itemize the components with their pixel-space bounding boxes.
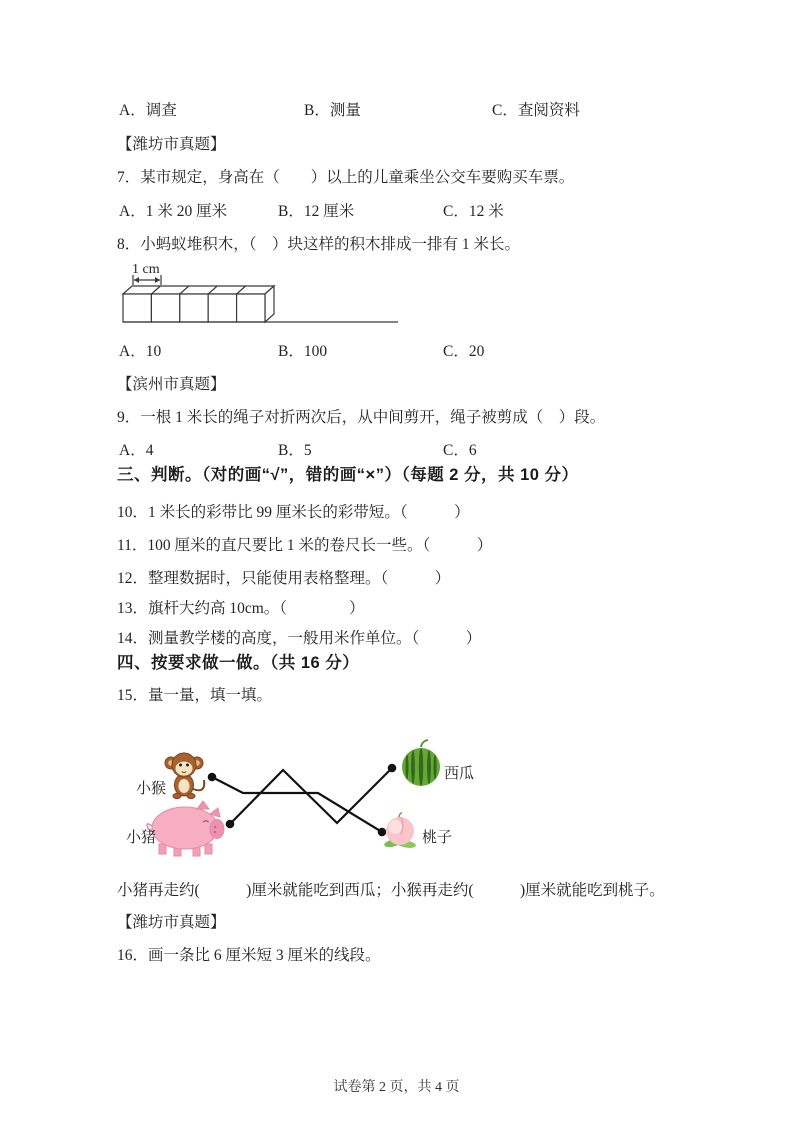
pig-image (147, 801, 224, 856)
question-10: 10．1 米长的彩带比 99 厘米长的彩带短。（ ） (117, 504, 470, 521)
question-7-options (117, 201, 717, 223)
cube-blocks-diagram (117, 251, 417, 329)
question-8: 8．小蚂蚁堆积木，（ ）块这样的积木排成一排有 1 米长。 (117, 236, 521, 253)
cube-front-face (123, 294, 151, 322)
option-c: C．12 米 (443, 203, 504, 220)
page-footer: 试卷第 2 页，共 4 页 (333, 1080, 460, 1095)
cube-row (123, 286, 274, 322)
question-15: 15．量一量，填一填。 (117, 687, 273, 704)
section-4-title: 四、按要求做一做。（共 16 分） (117, 654, 360, 672)
cube-front-face (208, 294, 236, 322)
peach-endpoint-dot (378, 828, 387, 837)
question-6-options (117, 100, 717, 122)
pig-label: 小猪 (126, 830, 157, 846)
monkey-endpoint-dot (208, 773, 217, 782)
cube-front-face (180, 294, 208, 322)
option-b: B．5 (278, 442, 312, 459)
question-16: 16．画一条比 6 厘米短 3 厘米的线段。 (117, 947, 381, 964)
monkey-image (165, 753, 204, 799)
option-a: A．4 (119, 442, 154, 459)
watermelon-endpoint-dot (388, 764, 397, 773)
question-15-fill: 小猪再走约( )厘米就能吃到西瓜；小猴再走约( )厘米就能吃到桃子。 (117, 882, 665, 899)
cube-top-face (123, 286, 274, 294)
monkey-label: 小猴 (136, 781, 167, 797)
question-12: 12．整理数据时，只能使用表格整理。（ ） (117, 570, 451, 587)
section-3-title: 三、判断。（对的画“√”，错的画“×”）（每题 2 分，共 10 分） (117, 466, 579, 484)
watermelon-image (402, 740, 440, 786)
question-8-options (117, 341, 717, 363)
source-tag-weifang-2: 【潍坊市真题】 (117, 914, 226, 931)
option-b: B．100 (278, 343, 328, 360)
cube-width-label: 1 cm (132, 262, 160, 277)
option-c: C．20 (443, 343, 485, 360)
path-pig-to-watermelon (230, 768, 392, 824)
cube-front-face (151, 294, 179, 322)
question-14: 14．测量教学楼的高度，一般用米作单位。（ ） (117, 630, 482, 647)
option-b: B．测量 (304, 102, 361, 119)
watermelon-label: 西瓜 (444, 766, 475, 782)
option-c: C．6 (443, 442, 477, 459)
option-a: A．调查 (119, 102, 177, 119)
option-a: A．1 米 20 厘米 (119, 203, 228, 220)
question-13: 13．旗杆大约高 10cm。（ ） (117, 600, 365, 617)
question-7: 7．某市规定，身高在（ ）以上的儿童乘坐公交车要购买车票。 (117, 169, 575, 186)
cube-front-face (237, 294, 265, 322)
measure-match-diagram (100, 715, 520, 865)
source-tag-binzhou: 【滨州市真题】 (117, 376, 226, 393)
option-b: B．12 厘米 (278, 203, 355, 220)
option-c: C．查阅资料 (492, 102, 580, 119)
question-9-options (117, 440, 717, 462)
pig-endpoint-dot (226, 820, 235, 829)
question-9: 9．一根 1 米长的绳子对折两次后，从中间剪开，绳子被剪成（ ）段。 (117, 409, 606, 426)
source-tag-weifang: 【潍坊市真题】 (117, 136, 226, 153)
peach-image (383, 813, 416, 850)
question-11: 11．100 厘米的直尺要比 1 米的卷尺长一些。（ ） (117, 537, 493, 554)
option-a: A．10 (119, 343, 162, 360)
peach-label: 桃子 (422, 830, 453, 846)
